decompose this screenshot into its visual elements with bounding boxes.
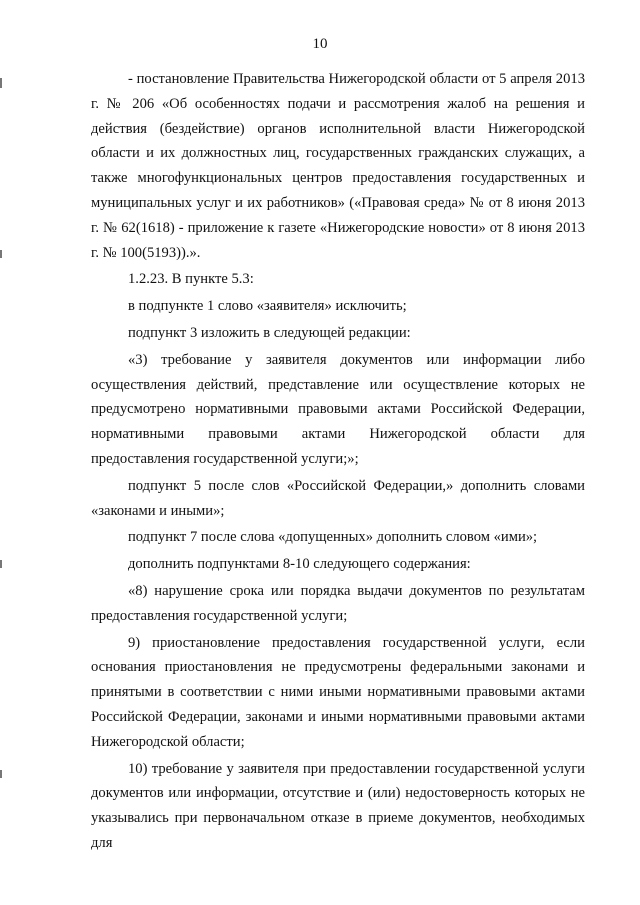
paragraph-subclause-7: подпункт 7 после слова «допущенных» дополнить словом «ими»; — [128, 529, 538, 546]
paragraph-item-8: «8) нарушение срока или порядка выдачи документов по результатам предоставления государственной услуги; — [91, 582, 585, 624]
paragraph-item-9: 9) приостановление предоставления государственной услуги, если основания приостановления не предусмотрены федеральными законами и принятыми в соответствии с ними иными нормативными правовыми актами Российской Федерации, законами и иными нормативными правовыми актами Нижегородской области; — [91, 634, 585, 750]
paragraph-item-10: 10) требование у заявителя при предоставлении государственной услуги документов или информации, отсутствие и (или) недостоверность которых не указывались при первоначальном отказе в приеме документов, необходимых для — [91, 760, 585, 851]
paragraph-subclause-3-intro: подпункт 3 изложить в следующей редакции: — [128, 324, 411, 341]
paragraph-subclause-1: в подпункте 1 слово «заявителя» исключить; — [128, 298, 407, 315]
paragraph-subclause-5: подпункт 5 после слов «Российской Федерации,» дополнить словами «законами и иными»; — [91, 477, 585, 519]
paragraph-subclause-3-text: «3) требование у заявителя документов или информации либо осуществления действий, представление или осуществление которых не предусмотрено нормативными правовыми актами Российской Федерации, нормативными правовыми актами Нижегородской области для предоставления государственной услуги;»; — [91, 351, 585, 467]
paragraph-clause-1-2-23: 1.2.23. В пункте 5.3: — [128, 271, 254, 288]
document-body — [91, 67, 585, 858]
paragraph-resolution-reference: - постановление Правительства Нижегородской области от 5 апреля 2013 г. № 206 «Об особенностях подачи и рассмотрения жалоб на решения и действия (бездействие) органов исполнительной власти Нижегородской области и их должностных лиц, государственных гражданских служащих, а также многофункциональных центров предоставления государственных и муниципальных услуг и их работников» («Правовая среда» № от 8 июня 2013 г. № 62(1618) - приложение к газете «Нижегородские новости» от 8 июня 2013 г. № 100(5193)).». — [91, 71, 585, 261]
scan-edge-mark — [0, 770, 2, 778]
page-number: 10 — [312, 36, 328, 52]
scan-edge-mark — [0, 78, 2, 88]
paragraph-add-subclauses: дополнить подпунктами 8-10 следующего содержания: — [128, 556, 471, 573]
scan-edge-mark — [0, 560, 2, 568]
scan-edge-mark — [0, 250, 2, 258]
